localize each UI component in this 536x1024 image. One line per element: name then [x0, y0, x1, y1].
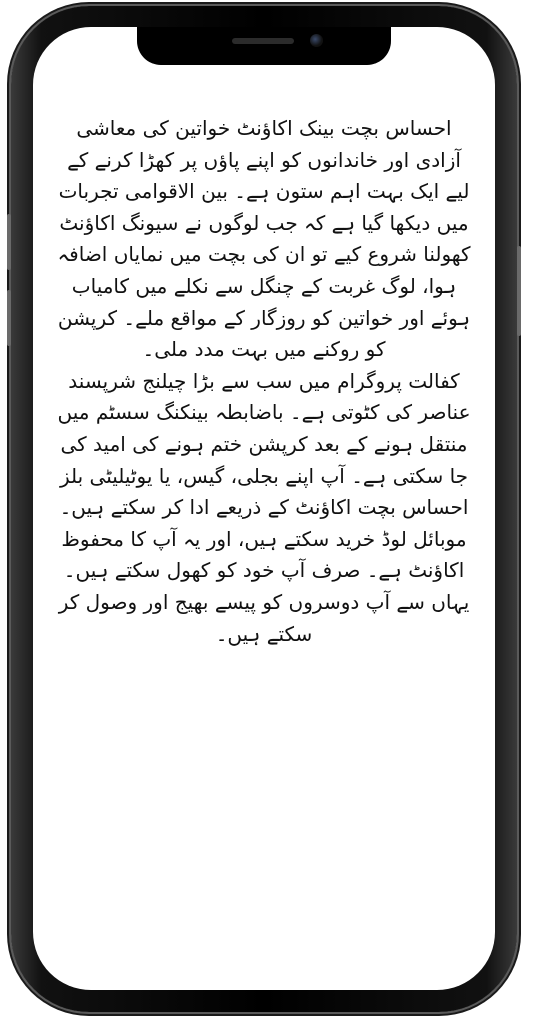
paragraph-savings-account: احساس بچت بینک اکاؤنٹ خواتین کی معاشی آزادی اور خاندانوں کو اپنے پاؤں پر کھڑا کرنے کے لیے ایک بہت اہم ستون ہے۔ بین الاقوامی تجربات میں دیکھا گیا ہے کہ جب لوگوں نے سیونگ اکاؤنٹ کھولنا شروع کیے تو ان کی بچت میں نمایاں اضافہ ہوا، لوگ غربت کے چنگل سے نکلے میں کامیاب ہوئے اور خواتین کو روزگار کے مواقع ملے۔ کرپشن کو روکنے میں بہت مدد ملی۔ [57, 116, 471, 362]
notch [137, 27, 391, 65]
volume-down-button [7, 290, 11, 346]
speaker-grille [232, 38, 294, 44]
power-button [517, 246, 521, 336]
volume-up-button [7, 214, 11, 270]
article-text [57, 113, 471, 650]
front-camera-icon [310, 34, 323, 47]
phone-screen [33, 27, 495, 990]
paragraph-kafalat-program: کفالت پروگرام میں سب سے بڑا چیلنج شرپسند عناصر کی کٹوتی ہے۔ باضابطہ بینکنگ سسٹم میں منتقل ہونے کے بعد کرپشن ختم ہونے کی امید کی جا سکتی ہے۔ آپ اپنے بجلی، گیس، یا یوٹیلیٹی بلز احساس بچت اکاؤنٹ کے ذریعے ادا کر سکتے ہیں۔ موبائل لوڈ خرید سکتے ہیں، اور یہ آپ کا محفوظ اکاؤنٹ ہے۔ صرف آپ خود کو کھول سکتے ہیں۔ یہاں سے آپ دوسروں کو پیسے بھیج اور وصول کر سکتے ہیں۔ [57, 368, 471, 646]
